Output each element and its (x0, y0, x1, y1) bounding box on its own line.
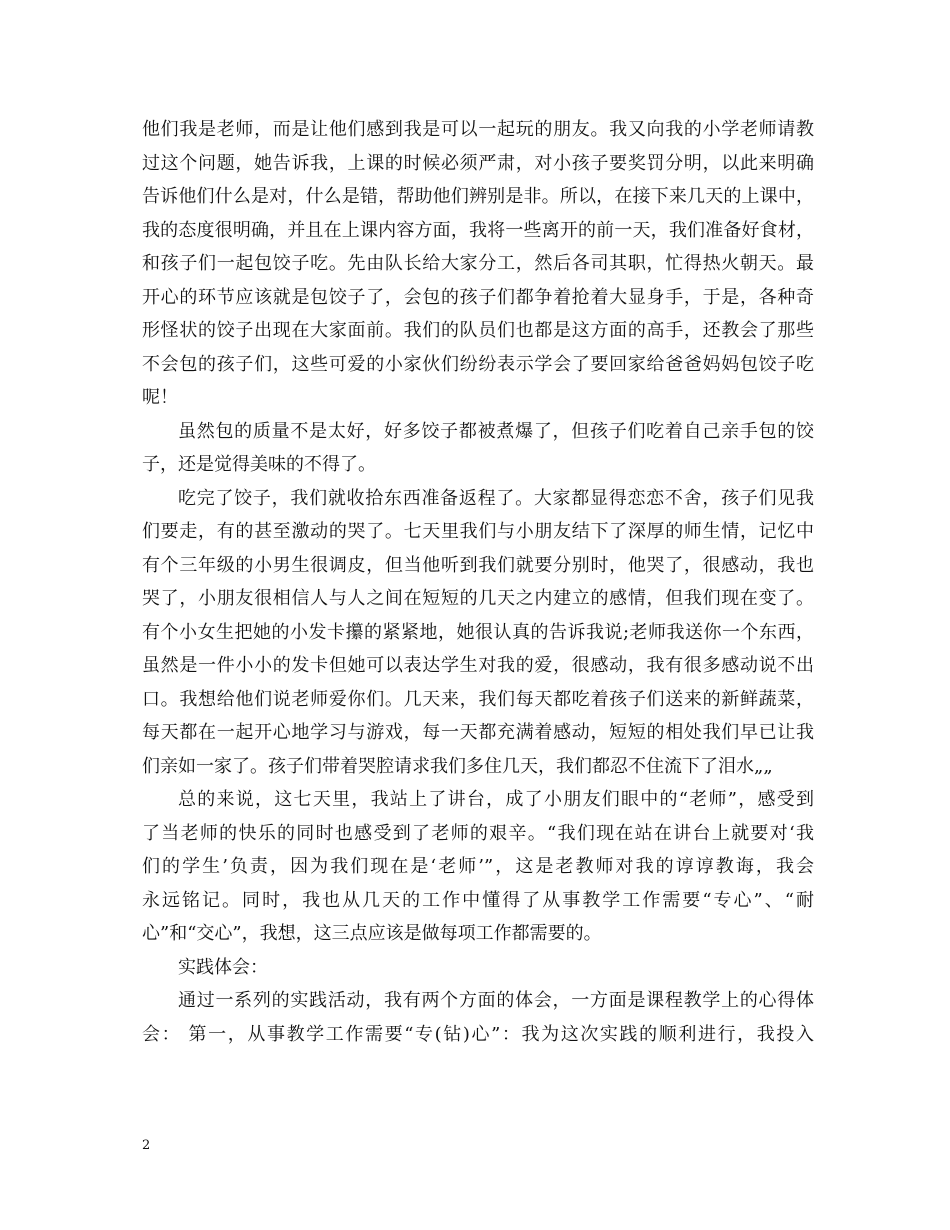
text-line: 们要走，有的甚至激动的哭了。七天里我们与小朋友结下了深厚的师生情，记忆中 (142, 521, 814, 542)
text-line: 吃完了饺子，我们就收拾东西准备返程了。大家都显得恋恋不舍，孩子们见我 (178, 487, 814, 509)
text-line: 心”和“交心”，我想，这三点应该是做每项工作都需要的。 (142, 923, 602, 944)
text-line: 虽然是一件小小的发卡但她可以表达学生对我的爱，很感动，我有很多感动说不出 (142, 655, 814, 676)
text-line: 开心的环节应该就是包饺子了，会包的孩子们都争着抢着大显身手，于是，各种奇 (142, 286, 814, 308)
text-line: 有个小女生把她的小发卡攥的紧紧地，她很认真的告诉我说;老师我送你一个东西， (142, 621, 814, 643)
text-line: 们亲如一家了。孩子们带着哭腔请求我们多住几天，我们都忍不住流下了泪水„„ (142, 755, 773, 777)
text-line: 们的学生’负责，因为我们现在是‘老师’”，这是老教师对我的谆谆教诲，我会 (142, 856, 814, 877)
page-number: 2 (142, 1138, 151, 1153)
text-line: 子，还是觉得美味的不得了。 (142, 454, 376, 475)
text-line: 和孩子们一起包饺子吃。先由队长给大家分工，然后各司其职，忙得热火朝天。最 (142, 253, 814, 274)
text-line: 过这个问题，她告诉我，上课的时候必须严肃，对小孩子要奖罚分明，以此来明确 (142, 152, 814, 174)
text-line: 告诉他们什么是对，什么是错，帮助他们辨别是非。所以，在接下来几天的上课中， (142, 186, 814, 207)
text-line: 虽然包的质量不是太好，好多饺子都被煮爆了，但孩子们吃着自己亲手包的饺 (178, 420, 814, 442)
text-line: 口。我想给他们说老师爱你们。几天来，我们每天都吃着孩子们送来的新鲜蔬菜， (142, 688, 814, 710)
text-line: 哭了，小朋友很相信人与人之间在短短的几天之内建立的感情，但我们现在变了。 (142, 588, 814, 609)
text-line: 他们我是老师，而是让他们感到我是可以一起玩的朋友。我又向我的小学老师请教 (142, 119, 814, 140)
text-line: 呢！ (142, 387, 178, 408)
text-line: 实践体会： (178, 956, 268, 978)
text-line: 永远铭记。同时，我也从几天的工作中懂得了从事教学工作需要“专心”、“耐 (142, 889, 814, 911)
text-line: 通过一系列的实践活动，我有两个方面的体会，一方面是课程教学上的心得体 (178, 990, 814, 1011)
text-line: 了当老师的快乐的同时也感受到了老师的艰辛。“我们现在站在讲台上就要对‘我 (142, 822, 814, 844)
text-line: 有个三年级的小男生很调皮，但当他听到我们就要分别时，他哭了，很感动，我也 (142, 554, 814, 576)
text-line: 总的来说，这七天里，我站上了讲台，成了小朋友们眼中的“老师”，感受到 (178, 789, 814, 810)
text-line: 形怪状的饺子出现在大家面前。我们的队员们也都是这方面的高手，还教会了那些 (142, 320, 814, 341)
body-text (142, 113, 814, 1051)
text-line: 不会包的孩子们，这些可爱的小家伙们纷纷表示学会了要回家给爸爸妈妈包饺子吃 (142, 353, 814, 375)
text-line: 会： 第一，从事教学工作需要“专(钻)心”：我为这次实践的顺利进行，我投入 (142, 1023, 814, 1045)
text-line: 每天都在一起开心地学习与游戏，每一天都充满着感动，短短的相处我们早已让我 (142, 722, 814, 743)
text-line: 我的态度很明确，并且在上课内容方面，我将一些离开的前一天，我们准备好食材， (142, 219, 814, 241)
